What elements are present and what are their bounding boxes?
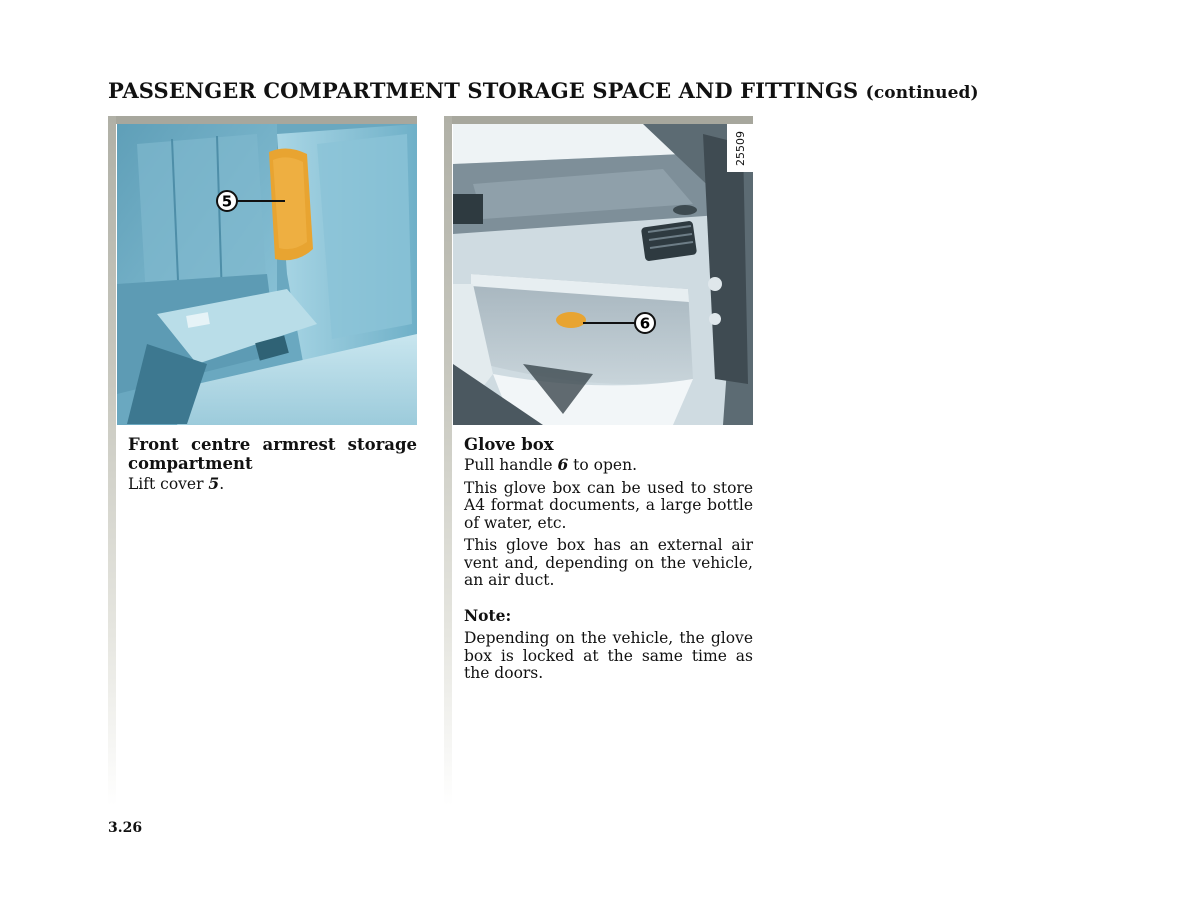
glovebox-photo [453, 124, 753, 425]
left-column-side-rule [108, 116, 116, 806]
image-reference-code: 25509 [727, 124, 753, 172]
right-column-top-rule [444, 116, 753, 124]
note-text: Depending on the vehicle, the glove box is locked at the same time as the doors. [464, 629, 753, 682]
armrest-heading-line1: Front centre armrest storage [128, 435, 417, 454]
armrest-body: Lift cover 5. [128, 474, 225, 493]
page-title-main: PASSENGER COMPARTMENT STORAGE SPACE AND FITTINGS [108, 78, 859, 103]
left-column-top-rule [108, 116, 417, 124]
armrest-photo [117, 124, 417, 425]
glovebox-heading: Glove box [464, 435, 554, 454]
note-heading: Note: [464, 605, 512, 625]
glovebox-para-2: This glove box can be used to store A4 format documents, a large bottle of water, etc. [464, 478, 753, 532]
callout-5-label: 5 [221, 192, 233, 211]
armrest-heading-line2: compartment [128, 454, 253, 473]
callout-6-label: 6 [639, 314, 651, 333]
page-title [108, 78, 979, 103]
left-column-text [128, 435, 417, 494]
right-column-text [464, 435, 753, 688]
page-number: 3.26 [108, 820, 143, 836]
glovebox-para-1: Pull handle 6 to open. [464, 455, 638, 474]
glovebox-para-3: This glove box has an external air vent and, depending on the vehicle, an air duct. [464, 536, 753, 589]
right-column-side-rule [444, 116, 452, 806]
page-title-suffix: (continued) [865, 83, 979, 103]
